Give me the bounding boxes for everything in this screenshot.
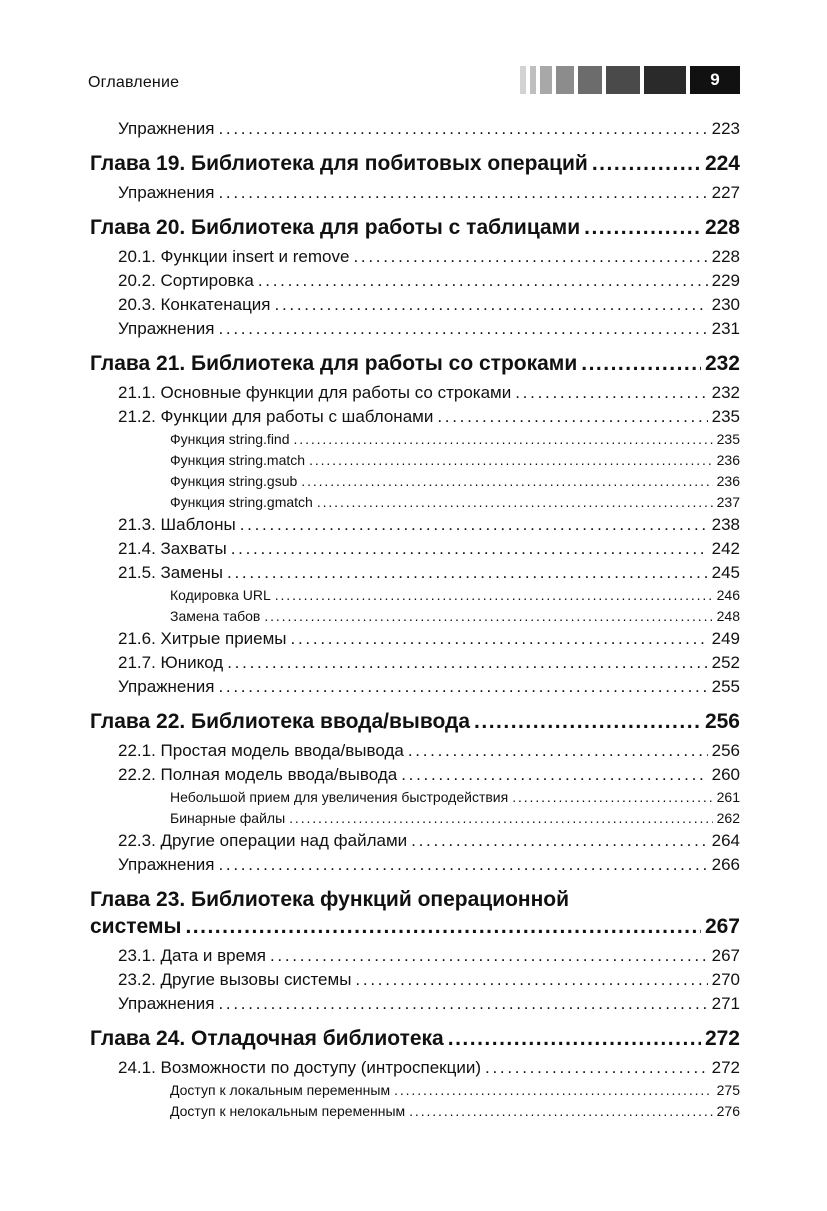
toc-entry-title: Бинарные файлы: [170, 810, 286, 826]
toc-page-number: 245: [711, 563, 740, 582]
toc-subsection-entry: [90, 471, 740, 492]
toc-page-number: 267: [711, 946, 740, 965]
toc-leader-dots: [275, 293, 708, 317]
toc-page-number: 272: [704, 1027, 740, 1050]
toc-leader-dots: [218, 675, 707, 699]
toc-entry-title: Упражнения: [118, 183, 215, 202]
toc-page-number: 267: [704, 915, 740, 938]
toc-leader-dots: [258, 269, 708, 293]
page-header: [88, 66, 740, 94]
toc-leader-dots: [218, 853, 707, 877]
toc-entry-title: Глава 21. Библиотека для работы со строками: [90, 352, 578, 375]
toc-page-number: 224: [704, 152, 740, 175]
toc-leader-dots: [294, 429, 713, 450]
toc-chapter-entry: [90, 913, 740, 941]
toc-page-number: 242: [711, 539, 740, 558]
toc-page-number: 256: [704, 710, 740, 733]
toc-leader-dots: [317, 492, 713, 513]
toc-section-entry: [90, 944, 740, 968]
toc-section-entry: [90, 675, 740, 699]
toc-page-number: 235: [716, 431, 740, 447]
toc-page-number: 271: [711, 994, 740, 1013]
toc-leader-dots: [408, 739, 708, 763]
toc-entry-title: Глава 20. Библиотека для работы с таблицами: [90, 216, 581, 239]
toc-section-entry: [90, 1056, 740, 1080]
toc-section-entry: [90, 181, 740, 205]
toc-chapter-entry: [90, 150, 740, 178]
toc-leader-dots: [218, 117, 707, 141]
toc-entry-title: 23.1. Дата и время: [118, 946, 266, 965]
toc-leader-dots: [240, 513, 708, 537]
toc-entry-title: системы: [90, 915, 182, 938]
toc-section-entry: [90, 651, 740, 675]
toc-section-entry: [90, 739, 740, 763]
toc-page-number: 264: [711, 831, 740, 850]
header-bar: [578, 66, 602, 94]
toc-entry-title: Доступ к нелокальным переменным: [170, 1103, 406, 1119]
toc-entry-title: 21.7. Юникод: [118, 653, 224, 672]
toc-page-number: 246: [716, 587, 740, 603]
toc-chapter-entry: [90, 708, 740, 736]
toc-entry-title: Упражнения: [118, 994, 215, 1013]
toc-chapter-title-line: Глава 23. Библиотека функций операционной: [90, 888, 570, 911]
toc-leader-dots: [227, 561, 708, 585]
header-bar: [644, 66, 686, 94]
toc-leader-dots: [231, 537, 708, 561]
toc-entry-title: Упражнения: [118, 677, 215, 696]
toc-entry-title: 20.1. Функции insert и remove: [118, 247, 350, 266]
toc-leader-dots: [218, 992, 707, 1016]
toc-page-number: 276: [716, 1103, 740, 1119]
toc-page-number: 236: [716, 473, 740, 489]
toc-chapter-entry: [90, 1025, 740, 1053]
toc-section-entry: [90, 968, 740, 992]
toc-entry-title: 21.3. Шаблоны: [118, 515, 236, 534]
toc-subsection-entry: [90, 429, 740, 450]
header-bar: [520, 66, 526, 94]
toc-leader-dots: [289, 808, 713, 829]
header-bar-strip: [516, 66, 740, 94]
toc-chapter-entry: [90, 214, 740, 242]
toc-leader-dots: [291, 627, 708, 651]
header-bar: [556, 66, 574, 94]
toc-subsection-entry: [90, 606, 740, 627]
toc-page-number: 249: [711, 629, 740, 648]
toc-leader-dots: [409, 1101, 713, 1122]
toc-entry-title: Упражнения: [118, 855, 215, 874]
toc-entry-title: Функция string.gsub: [170, 473, 298, 489]
toc-leader-dots: [218, 181, 707, 205]
toc-section-entry: [90, 992, 740, 1016]
toc-leader-dots: [512, 787, 712, 808]
toc-page-number: 260: [711, 765, 740, 784]
toc-page-number: 237: [716, 494, 740, 510]
toc-subsection-entry: [90, 787, 740, 808]
toc-entry-title: Функция string.gmatch: [170, 494, 313, 510]
toc-page-number: 252: [711, 653, 740, 672]
toc-entry-title: 21.6. Хитрые приемы: [118, 629, 287, 648]
toc-page-number: 270: [711, 970, 740, 989]
toc-page-number: 262: [716, 810, 740, 826]
toc-page-number: 228: [711, 247, 740, 266]
toc-leader-dots: [584, 214, 701, 242]
toc-subsection-entry: [90, 1080, 740, 1101]
toc-page-number: 275: [716, 1082, 740, 1098]
toc-section-entry: [90, 405, 740, 429]
toc-entry-title: 21.5. Замены: [118, 563, 224, 582]
toc-entry-title: Замена табов: [170, 608, 261, 624]
toc-page-number: 256: [711, 741, 740, 760]
toc-section-entry: [90, 117, 740, 141]
toc-entry-title: 24.1. Возможности по доступу (интроспекции): [118, 1058, 481, 1077]
toc-leader-dots: [353, 245, 707, 269]
toc-leader-dots: [411, 829, 707, 853]
page-number: 9: [690, 66, 740, 94]
toc-page-number: 228: [704, 216, 740, 239]
toc-leader-dots: [581, 350, 701, 378]
toc-entry-title: Кодировка URL: [170, 587, 271, 603]
toc-section-entry: [90, 829, 740, 853]
toc-subsection-entry: [90, 808, 740, 829]
toc-entry-title: Функция string.find: [170, 431, 290, 447]
toc-leader-dots: [592, 150, 701, 178]
toc-leader-dots: [275, 585, 713, 606]
toc-section-entry: [90, 245, 740, 269]
toc-page-number: 248: [716, 608, 740, 624]
toc-page-number: 230: [711, 295, 740, 314]
toc-leader-dots: [264, 606, 712, 627]
toc-page-number: 236: [716, 452, 740, 468]
toc-page-number: 223: [711, 119, 740, 138]
toc-page-number: 232: [704, 352, 740, 375]
toc-page-number: 272: [711, 1058, 740, 1077]
toc-leader-dots: [437, 405, 707, 429]
toc-page-number: 266: [711, 855, 740, 874]
toc-page-number: 255: [711, 677, 740, 696]
table-of-contents: [90, 117, 740, 1122]
toc-page-number: 229: [711, 271, 740, 290]
header-bar: [606, 66, 640, 94]
toc-entry-title: Упражнения: [118, 319, 215, 338]
toc-section-entry: [90, 853, 740, 877]
toc-subsection-entry: [90, 492, 740, 513]
toc-entry-title: Небольшой прием для увеличения быстродействия: [170, 789, 509, 805]
toc-section-entry: [90, 293, 740, 317]
toc-section-entry: [90, 317, 740, 341]
toc-section-entry: [90, 627, 740, 651]
header-bar: [530, 66, 536, 94]
toc-leader-dots: [485, 1056, 708, 1080]
toc-leader-dots: [301, 471, 712, 492]
toc-page-number: 231: [711, 319, 740, 338]
toc-entry-title: 22.1. Простая модель ввода/вывода: [118, 741, 404, 760]
toc-page-number: 238: [711, 515, 740, 534]
toc-section-entry: [90, 537, 740, 561]
toc-subsection-entry: [90, 1101, 740, 1122]
toc-entry-title: Функция string.match: [170, 452, 306, 468]
toc-section-entry: [90, 561, 740, 585]
toc-entry-title: 21.2. Функции для работы с шаблонами: [118, 407, 434, 426]
toc-leader-dots: [218, 317, 707, 341]
toc-entry-title: Доступ к локальным переменным: [170, 1082, 391, 1098]
toc-entry-title: 23.2. Другие вызовы системы: [118, 970, 352, 989]
toc-leader-dots: [401, 763, 707, 787]
toc-entry-title: Глава 19. Библиотека для побитовых операций: [90, 152, 588, 175]
toc-page-number: 227: [711, 183, 740, 202]
running-head-title: Оглавление: [88, 74, 180, 91]
toc-entry-title: 21.1. Основные функции для работы со строками: [118, 383, 512, 402]
toc-leader-dots: [394, 1080, 713, 1101]
toc-chapter-entry: [90, 350, 740, 378]
toc-entry-title: 22.2. Полная модель ввода/вывода: [118, 765, 398, 784]
toc-section-entry: [90, 763, 740, 787]
toc-leader-dots: [270, 944, 708, 968]
toc-leader-dots: [227, 651, 707, 675]
toc-subsection-entry: [90, 450, 740, 471]
toc-entry-title: 20.3. Конкатенация: [118, 295, 271, 314]
toc-page-number: 261: [716, 789, 740, 805]
toc-entry-title: Упражнения: [118, 119, 215, 138]
toc-leader-dots: [355, 968, 707, 992]
toc-page-number: 232: [711, 383, 740, 402]
toc-leader-dots: [185, 913, 701, 941]
header-bar: [540, 66, 552, 94]
toc-entry-title: 21.4. Захваты: [118, 539, 227, 558]
toc-leader-dots: [448, 1025, 701, 1053]
toc-page-number: 235: [711, 407, 740, 426]
toc-entry-title: 22.3. Другие операции над файлами: [118, 831, 408, 850]
toc-leader-dots: [309, 450, 713, 471]
toc-section-entry: [90, 513, 740, 537]
toc-leader-dots: [515, 381, 707, 405]
toc-leader-dots: [474, 708, 701, 736]
toc-subsection-entry: [90, 585, 740, 606]
toc-entry-title: Глава 24. Отладочная библиотека: [90, 1027, 444, 1050]
toc-entry-title: Глава 22. Библиотека ввода/вывода: [90, 710, 471, 733]
toc-section-entry: [90, 269, 740, 293]
toc-entry-title: 20.2. Сортировка: [118, 271, 254, 290]
toc-section-entry: [90, 381, 740, 405]
